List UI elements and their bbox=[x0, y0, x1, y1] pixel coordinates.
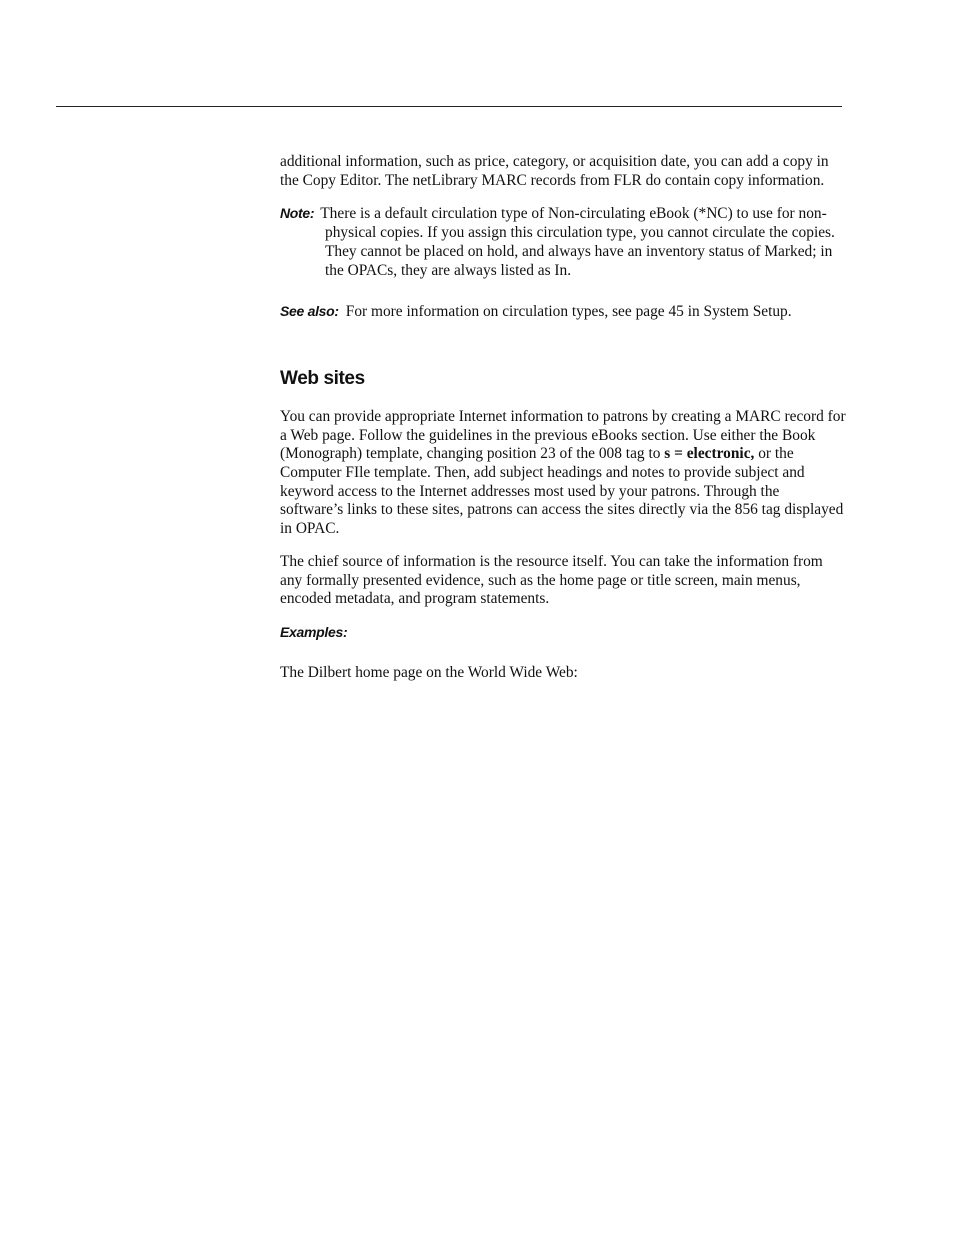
chief-source-paragraph: The chief source of information is the resource itself. You can take the information from any formally presented evidence, such as the home page or title screen, main menus, encoded metadata, and program statements. bbox=[280, 552, 823, 608]
note-block bbox=[280, 204, 846, 280]
section-heading: Web sites bbox=[280, 367, 365, 389]
see-also-label: See also: bbox=[280, 303, 339, 320]
example-text: The Dilbert home page on the World Wide Web: bbox=[280, 663, 578, 681]
web-sites-bold-term: s = electronic, bbox=[664, 445, 755, 463]
web-sites-text-b: or the Computer FIle template. Then, add subject headings and notes to provide subject and keyword access to the Internet addresses most used by your patrons. Through the software’s links to these sites, patrons can access the sites directly via the 856 tag displayed in OPAC. bbox=[280, 445, 844, 538]
intro-paragraph: additional information, such as price, category, or acquisition date, you can add a copy in the Copy Editor. The netLibrary MARC records from FLR do contain copy information. bbox=[280, 153, 829, 189]
header-rule bbox=[56, 106, 842, 107]
web-sites-text-a: You can provide appropriate Internet information to patrons by creating a MARC record for a Web page. Follow the guidelines in the previous eBooks section. Use either the Book (Monograph) template, changing position 23 of the 008 tag to bbox=[280, 407, 846, 463]
note-label: Note: bbox=[280, 205, 315, 222]
web-sites-paragraph bbox=[280, 408, 846, 539]
see-also-block bbox=[280, 302, 846, 322]
see-also-text: For more information on circulation types, see page 45 in System Setup. bbox=[345, 303, 792, 321]
page-content bbox=[280, 153, 846, 683]
examples-label: Examples: bbox=[280, 623, 348, 640]
note-text: There is a default circulation type of Non-circulating eBook (*NC) to use for non-physical copies. If you assign this circulation type, you cannot circulate the copies. They cannot be placed on hold, and always have an inventory status of Marked; in the OPACs, they are always listed as In. bbox=[320, 205, 835, 279]
